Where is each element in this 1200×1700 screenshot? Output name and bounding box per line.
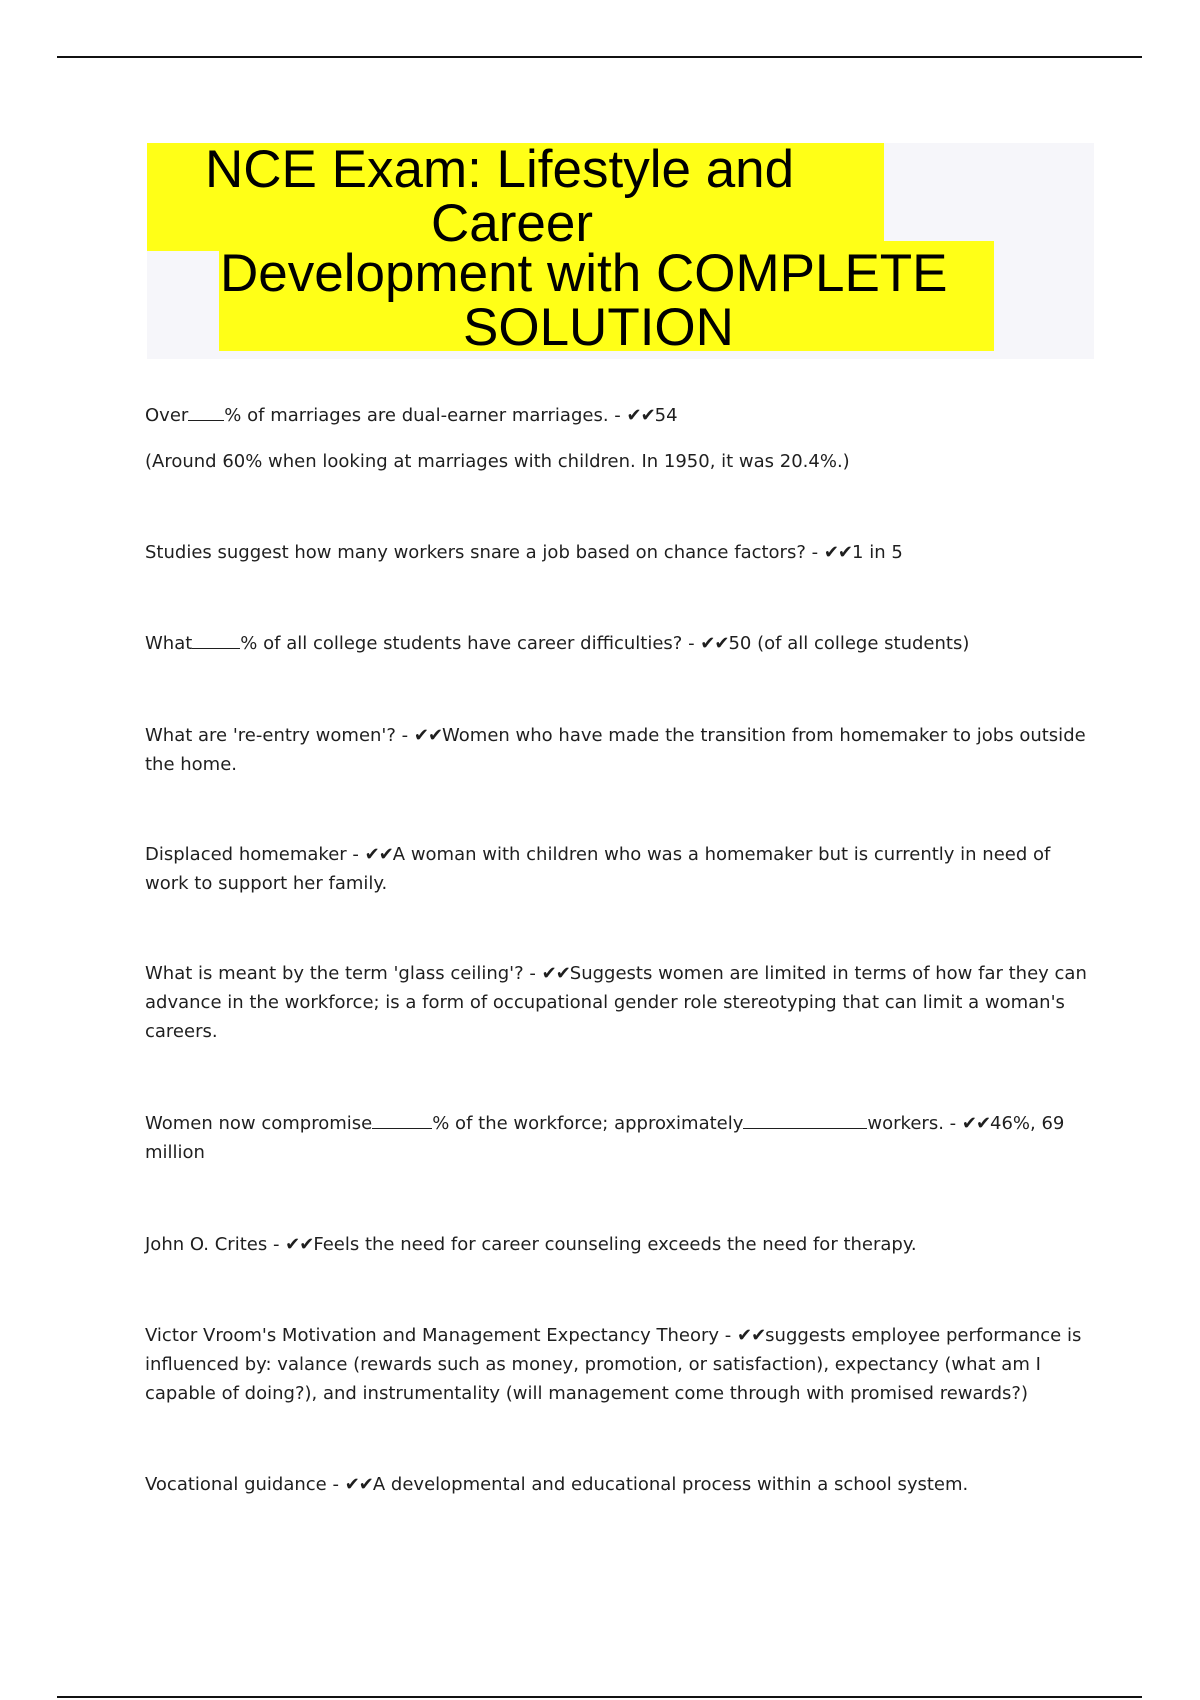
question-text: Over [145, 405, 189, 426]
answer-text: 46%, 69 million [145, 1113, 1065, 1163]
qa-item [145, 1230, 1095, 1259]
qa-item [145, 538, 1095, 567]
qa-item [145, 401, 1095, 430]
answer-blank [372, 1110, 432, 1129]
document-title [147, 140, 1094, 359]
top-rule [57, 56, 1142, 58]
checkmark-icon: ✔✔ [961, 1113, 991, 1134]
answer-text: 54 [654, 405, 678, 426]
bottom-rule [57, 1696, 1142, 1698]
title-line: SOLUTION [463, 298, 734, 357]
checkmark-icon: ✔✔ [700, 633, 729, 654]
qa-item [145, 629, 1095, 658]
question-text: Studies suggest how many workers snare a job based on chance factors? - [145, 542, 824, 563]
question-text: Vocational guidance - [145, 1474, 345, 1495]
qa-item [145, 840, 1095, 898]
answer-blank [188, 402, 224, 421]
title-line: Career [431, 194, 594, 253]
qa-item [145, 721, 1095, 779]
question-text: Victor Vroom's Motivation and Management Expectancy Theory - [145, 1325, 737, 1346]
question-text: workers. - [867, 1113, 962, 1134]
question-text: % of the workforce; approximately [432, 1113, 744, 1134]
answer-blank [743, 1110, 867, 1129]
answer-text: Women who have made the transition from homemaker to jobs outside the home. [145, 725, 1086, 775]
checkmark-icon: ✔✔ [823, 542, 853, 563]
answer-blank [192, 630, 240, 649]
answer-text: A woman with children who was a homemaker but is currently in need of work to support her family. [145, 844, 1051, 894]
qa-item [145, 1109, 1095, 1167]
checkmark-icon: ✔✔ [626, 405, 655, 426]
question-text: John O. Crites - [145, 1234, 286, 1255]
qa-item [145, 1321, 1095, 1408]
qa-item [145, 1470, 1095, 1499]
checkmark-icon: ✔✔ [541, 963, 570, 984]
qa-note [145, 447, 1095, 476]
answer-text: Suggests women are limited in terms of how far they can advance in the workforce; is a form of occupational gender role stereotyping that can limit a woman's careers. [145, 963, 1087, 1042]
checkmark-icon: ✔✔ [364, 844, 393, 865]
answer-text: 1 in 5 [852, 542, 903, 563]
checkmark-icon: ✔✔ [344, 1474, 373, 1495]
qa-item [145, 959, 1095, 1046]
title-line: NCE Exam: Lifestyle and [205, 140, 795, 199]
answer-text: 50 (of all college students) [728, 633, 970, 654]
question-text: What is meant by the term 'glass ceiling'? - [145, 963, 542, 984]
answer-text: suggests employee performance is influenced by: valance (rewards such as money, promotion, or satisfaction), expectancy (what am I capable of doing?), and instrumentality (will management come through with promised rewards?) [145, 1325, 1082, 1404]
checkmark-icon: ✔✔ [736, 1325, 766, 1346]
question-text: What are 're-entry women'? - [145, 725, 414, 746]
question-text: Women now compromise [145, 1113, 373, 1134]
question-text: % of all college students have career difficulties? - [240, 633, 701, 654]
answer-text: A developmental and educational process within a school system. [372, 1474, 969, 1495]
question-text: What [145, 633, 193, 654]
note-text: (Around 60% when looking at marriages with children. In 1950, it was 20.4%.) [145, 451, 850, 472]
title-line: Development with COMPLETE [220, 244, 948, 303]
question-text: % of marriages are dual-earner marriages. - [224, 405, 627, 426]
answer-text: Feels the need for career counseling exceeds the need for therapy. [313, 1234, 917, 1255]
checkmark-icon: ✔✔ [413, 725, 443, 746]
question-text: Displaced homemaker - [145, 844, 365, 865]
checkmark-icon: ✔✔ [285, 1234, 314, 1255]
title-block [147, 140, 1094, 359]
